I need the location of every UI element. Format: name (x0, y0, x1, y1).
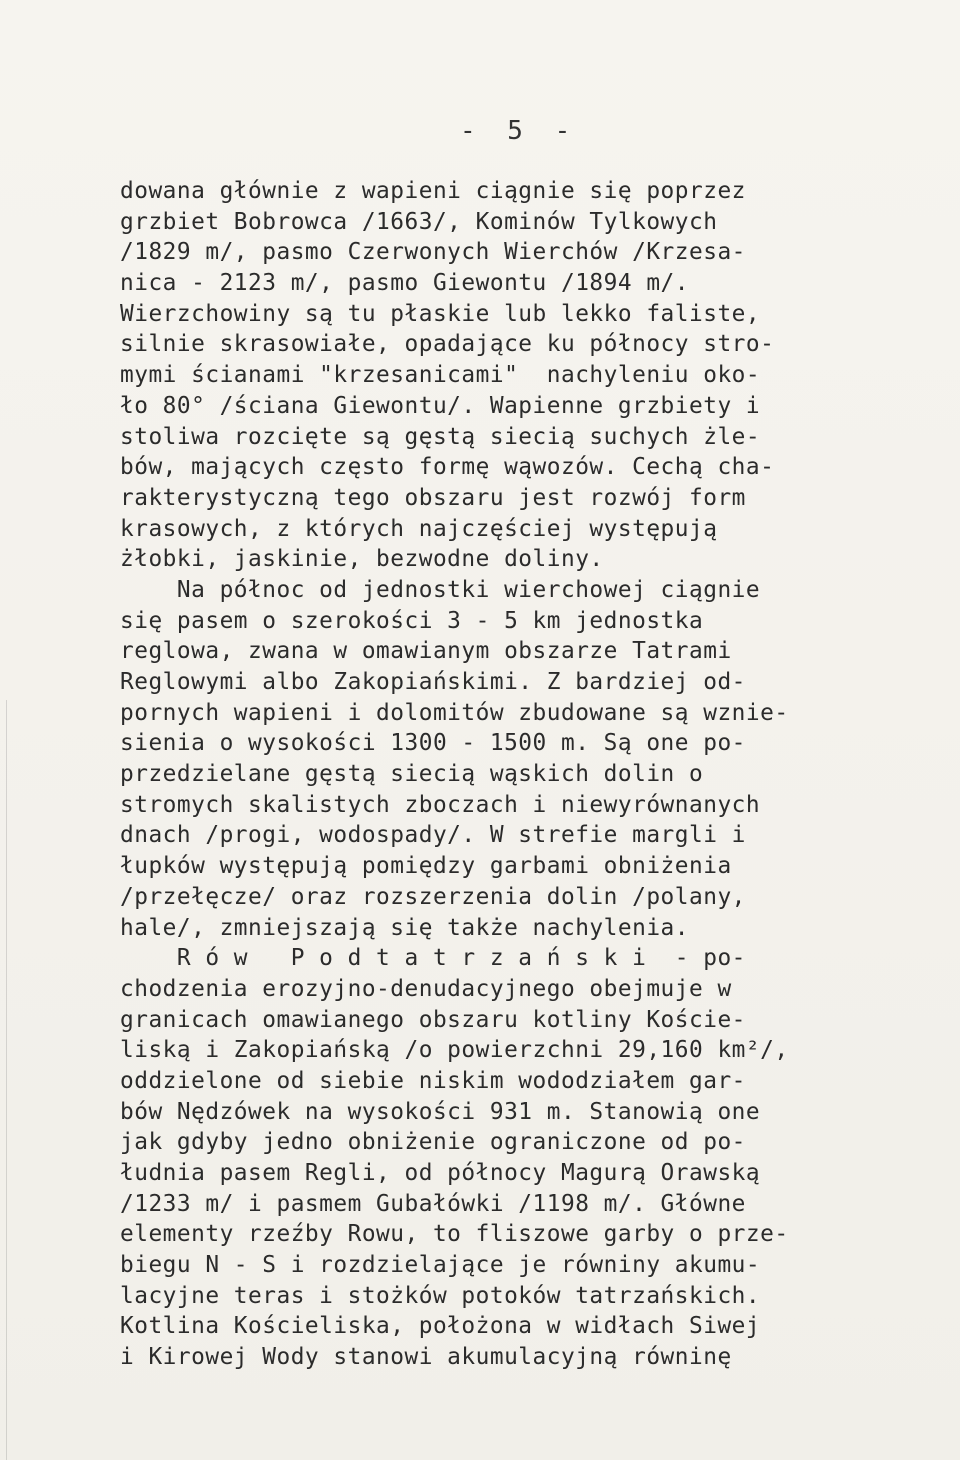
text-line: liską i Zakopiańską /o powierzchni 29,160 km²/, (120, 1037, 789, 1064)
text-line: Wierzchowiny są tu płaskie lub lekko faliste, (120, 300, 761, 327)
text-line: żłobki, jaskinie, bezwodne doliny. (120, 546, 604, 573)
text-line: łudnia pasem Regli, od północy Magurą Orawską (120, 1160, 761, 1186)
text-line: dnach /progi, wodospady/. W strefie margli i (120, 822, 746, 849)
text-line: Reglowymi albo Zakopiańskimi. Z bardziej od- (120, 669, 746, 695)
text-line: mymi ścianami "krzesanicami" nachyleniu oko- (120, 362, 761, 389)
text-line: biegu N - S i rozdzielające je równiny akumu- (120, 1252, 761, 1279)
text-line: sienia o wysokości 1300 - 1500 m. Są one po- (120, 730, 746, 757)
text-line: łupków występują pomiędzy garbami obniżenia (120, 853, 732, 880)
body-text (120, 176, 900, 1373)
text-line: się pasem o szerokości 3 - 5 km jednostka (120, 607, 704, 634)
text-line: i Kirowej Wody stanowi akumulacyjną równinę (120, 1344, 732, 1371)
text-line: stoliwa rozcięte są gęstą siecią suchych żle- (120, 423, 761, 450)
text-line: elementy rzeźby Rowu, to fliszowe garby o prze- (120, 1221, 789, 1248)
text-line: jak gdyby jedno obniżenie ograniczone od po- (120, 1129, 746, 1156)
paragraph-start: R ó w P o d t a t r z a ń s k i - po- (120, 945, 746, 972)
text-line: lacyjne teras i stożków potoków tatrzańskich. (120, 1282, 761, 1309)
text-line: ło 80° /ściana Giewontu/. Wapienne grzbiety i (120, 392, 761, 419)
text-line: rakterystyczną tego obszaru jest rozwój form (120, 484, 746, 511)
text-line: bów, mających często formę wąwozów. Cechą cha- (120, 454, 775, 481)
text-line: grzbiet Bobrowca /1663/, Kominów Tylkowych (120, 208, 718, 235)
text-line: przedzielane gęstą siecią wąskich dolin o (120, 761, 704, 788)
text-line: bów Nędzówek na wysokości 931 m. Stanowią one (120, 1098, 761, 1125)
text-line: /1829 m/, pasmo Czerwonych Wierchów /Krzesa- (120, 239, 746, 266)
text-line: Kotlina Kościeliska, położona w widłach Siwej (120, 1313, 761, 1340)
text-line: silnie skrasowiałe, opadające ku północy stro- (120, 331, 775, 358)
text-line: krasowych, z których najczęściej występują (120, 515, 718, 542)
text-line: /przełęcze/ oraz rozszerzenia dolin /polany, (120, 883, 746, 910)
text-line: reglowa, zwana w omawianym obszarze Tatrami (120, 638, 732, 665)
text-line: oddzielone od siebie niskim wododziałem gar- (120, 1067, 746, 1094)
paragraph-start: Na północ od jednostki wierchowej ciągnie (120, 576, 761, 603)
text-line: pornych wapieni i dolomitów zbudowane są wznie- (120, 699, 789, 726)
text-line: dowana głównie z wapieni ciągnie się poprzez (120, 178, 746, 204)
text-line: stromych skalistych zboczach i niewyrównanych (120, 791, 761, 818)
text-line: chodzenia erozyjno-denudacyjnego obejmuje w (120, 975, 732, 1002)
text-line: hale/, zmniejszają się także nachylenia. (120, 914, 689, 941)
text-line: /1233 m/ i pasmem Gubałówki /1198 m/. Główne (120, 1190, 746, 1217)
text-line: nica - 2123 m/, pasmo Giewontu /1894 m/. (120, 270, 689, 297)
page-number: - 5 - (460, 116, 579, 146)
scan-edge-shadow (6, 700, 7, 1460)
text-line: granicach omawianego obszaru kotliny Koście- (120, 1006, 746, 1033)
